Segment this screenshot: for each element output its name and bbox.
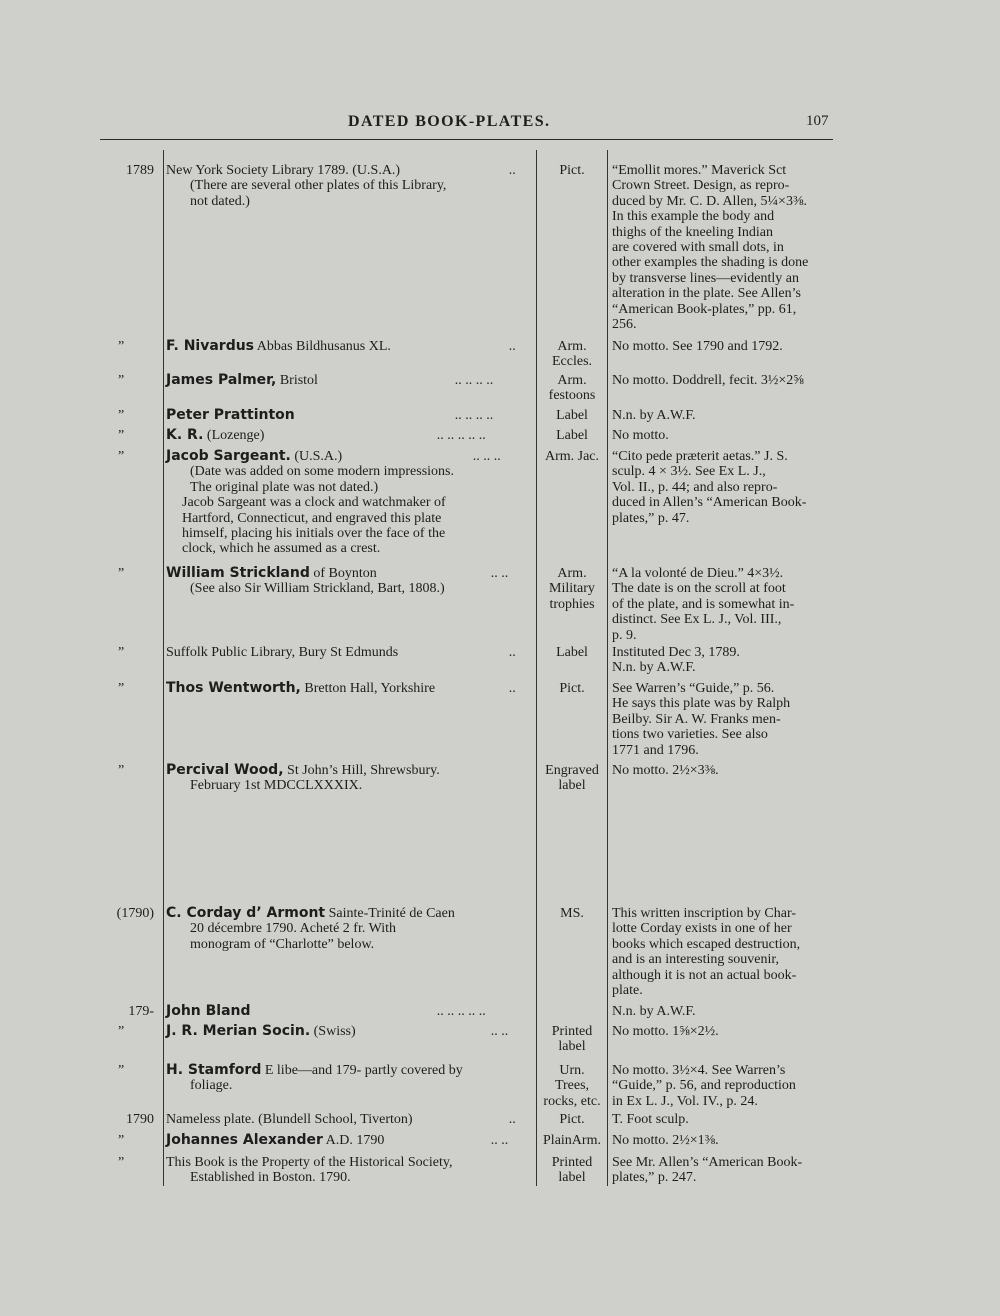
entry-note-line: “Emollit mores.” Maverick Sct [612,163,787,178]
plate-type [538,1133,606,1148]
entry-description-continuation: monogram of “Charlotte” below. [190,936,375,952]
entry-description-continuation: clock, which he assumed as a crest. [182,541,381,557]
entry-year: ” [118,645,125,660]
page-number: 107 [806,113,829,129]
entry-description [166,163,522,209]
plate-type-line: Arm. [557,373,587,388]
entry-year: ” [118,566,125,581]
entry-note-line: and is an interesting souvenir, [612,952,780,968]
plate-type-line: Label [556,428,588,443]
entry-description-line [166,566,522,581]
entry-description [166,339,522,354]
entry-note [612,1024,838,1039]
entry-description-line [166,1155,522,1170]
entry-note-line: No motto. Doddrell, fecit. 3½×2⅝ [612,373,804,388]
entry-detail: St John’s Hill, Shrewsbury. [287,763,440,778]
entry-year: ” [118,1155,125,1170]
owner-name: James Palmer, [166,372,277,388]
plate-type-line: Printed [551,1155,593,1170]
plate-type-line: MS. [560,906,584,921]
entry-note-line: although it is not an actual book- [612,967,797,983]
entry-description [166,763,522,794]
entry-description-line [166,1063,522,1078]
entry-note [612,163,838,332]
entry-note-line: duced by Mr. C. D. Allen, 5¼×3⅜. [612,193,807,209]
entry-description-line [166,339,522,354]
entry-detail: of Boynton [313,566,377,581]
plate-type [538,373,606,404]
plate-type [538,428,606,443]
entry-note-line: distinct. See Ex L. J., Vol. III., [612,612,782,628]
entry-detail: Bristol [279,373,318,388]
leader-dots: .. .. .. .. .. [436,428,486,443]
plate-type-line: Trees, [554,1078,590,1094]
entry-description-continuation: (There are several other plates of this Library, [190,178,447,194]
entry-note-line: This written inscription by Char- [612,906,797,921]
leader-dots: .. [508,163,516,178]
entry-note-line: lotte Corday exists in one of her [612,921,792,937]
owner-name: J. R. Merian Socin. [166,1023,311,1039]
plate-type [538,906,606,921]
entry-note [612,1155,838,1186]
entry-description [166,906,522,952]
entry-description-continuation: Hartford, Connecticut, and engraved this plate [182,510,442,526]
entry-description [166,681,522,696]
entry-description [166,1063,522,1094]
header-rule [100,139,833,140]
entry-note-line: No motto. 1⅝×2½. [612,1024,719,1039]
entry-note [612,373,838,388]
plate-type-line: trophies [549,596,595,612]
leader-dots: .. [508,339,516,354]
entry-description-line [166,1112,522,1127]
leader-dots: .. [508,645,516,660]
entry-detail: Bretton Hall, Yorkshire [304,681,436,696]
running-head: DATED BOOK-PLATES. [348,113,551,130]
plate-type-line: Pict. [559,163,585,178]
entry-note [612,428,838,443]
plate-type [538,566,606,612]
entry-year: ” [118,449,125,464]
entry-description-line [166,906,522,921]
entry-year: ” [118,1024,125,1039]
entry-note [612,681,838,758]
leader-dots: .. .. .. .. [454,408,494,423]
entry-note-line: N.n. by A.W.F. [612,408,696,423]
entry-year: ” [118,681,125,696]
entry-description [166,1133,522,1148]
entry-description-continuation: The original plate was not dated.) [190,479,379,495]
plate-type-line: Engraved [545,763,599,778]
entry-note-line: in Ex L. J., Vol. IV., p. 24. [612,1093,758,1109]
plate-type [538,1155,606,1186]
entry-note-line: No motto. 3½×4. See Warren’s [612,1063,786,1078]
leader-dots: .. .. .. [472,449,501,464]
entry-description-line [166,763,522,778]
entry-note-line: duced in Allen’s “American Book- [612,495,807,511]
entry-year: ” [118,1133,125,1148]
entry-description-continuation: (Date was added on some modern impressions. [190,464,454,480]
entry-detail: Abbas Bildhusanus XL. [256,339,391,354]
entry-note-line: plates,” p. 47. [612,510,690,526]
entry-detail: Nameless plate. (Blundell School, Tiverton) [166,1112,413,1127]
entry-note [612,906,838,998]
owner-name: Jacob Sargeant. [166,448,291,464]
entry-note [612,1112,838,1127]
entry-note-line: N.n. by A.W.F. [612,1004,696,1019]
entry-note-line: thighs of the kneeling Indian [612,224,773,240]
entry-description-continuation: foliage. [190,1078,233,1094]
plate-type [538,1112,606,1127]
plate-type [538,163,606,178]
owner-name: Peter Prattinton [166,407,295,423]
entry-note [612,449,838,526]
plate-type-line: Urn. [559,1063,585,1078]
entry-note-line: T. Foot sculp. [612,1112,689,1127]
entry-note-line: are covered with small dots, in [612,240,784,256]
entry-detail: E libe—and 179- partly covered by [264,1063,463,1078]
entry-year: ” [118,408,125,423]
entry-detail: This Book is the Property of the Historical Society, [166,1155,453,1170]
entry-description-continuation: himself, placing his initials over the face of the [182,526,446,542]
entry-note [612,1133,838,1148]
entry-note-line: by transverse lines—evidently an [612,270,800,286]
entry-detail: Sainte-Trinité de Caen [328,906,455,921]
entry-description-continuation: Established in Boston. 1790. [190,1170,351,1186]
entry-note-line: plates,” p. 247. [612,1170,697,1186]
entry-description [166,1112,522,1127]
owner-name: K. R. [166,427,204,443]
owner-name: H. Stamford [166,1062,262,1078]
entry-note-line: “A la volonté de Dieu.” 4×3½. [612,566,784,581]
plate-type [538,645,606,660]
entry-note-line: sculp. 4 × 3½. See Ex L. J., [612,464,766,480]
plate-type-line: Label [556,645,588,660]
entry-description-continuation: not dated.) [190,193,250,209]
entry-note-line: See Warren’s “Guide,” p. 56. [612,681,775,696]
entry-year: ” [118,1063,125,1078]
entry-description [166,566,522,597]
plate-type-line: Arm. [557,566,587,581]
plate-type-line: label [558,1039,586,1055]
entry-note-line: Beilby. Sir A. W. Franks men- [612,711,781,727]
entry-note-line: No motto. [612,428,669,443]
leader-dots: .. [508,1112,516,1127]
leader-dots: .. [508,681,516,696]
plate-type [538,1024,606,1055]
entry-description-line [166,1133,522,1148]
entry-note [612,408,838,423]
leader-dots: .. .. .. .. [454,373,494,388]
entry-note-line: plate. [612,983,643,999]
entry-description-line [166,449,522,464]
entry-note [612,566,838,643]
entry-detail: New York Society Library 1789. (U.S.A.) [166,163,401,178]
entry-detail: A.D. 1790 [325,1133,385,1148]
entry-note-line: No motto. 2½×3⅜. [612,763,719,778]
plate-type [538,1063,606,1109]
entry-year: 179- [128,1004,154,1019]
owner-name: F. Nivardus [166,338,255,354]
owner-name: Johannes Alexander [166,1132,323,1148]
entry-description [166,1155,522,1186]
plate-type-line: festoons [548,388,596,404]
plate-type-line: PlainArm. [543,1133,601,1148]
entry-year: 1789 [126,163,154,178]
entry-detail: Suffolk Public Library, Bury St Edmunds [166,645,399,660]
plate-type-line: Arm. [557,339,587,354]
entry-note-line: 1771 and 1796. [612,742,699,758]
entry-note-line: tions two varieties. See also [612,727,768,743]
entry-detail: (Swiss) [313,1024,356,1039]
entry-description-line [166,1024,522,1039]
entry-note-line: See Mr. Allen’s “American Book- [612,1155,803,1170]
column-rule-type [607,150,608,1186]
entry-note [612,1004,838,1019]
entry-note-line: other examples the shading is done [612,255,809,271]
entry-note-line: “American Book-plates,” pp. 61, [612,301,797,317]
leader-dots: .. .. [490,1024,509,1039]
entry-description-line [166,645,522,660]
entry-note-line: Instituted Dec 3, 1789. [612,645,740,660]
entry-detail: (U.S.A.) [294,449,343,464]
entry-note-line: Vol. II., p. 44; and also repro- [612,479,778,495]
leader-dots: .. .. [490,1133,509,1148]
entry-year: ” [118,339,125,354]
plate-type-line: Pict. [559,681,585,696]
plate-type-line: rocks, etc. [543,1093,601,1109]
column-rule-description [536,150,537,1186]
leader-dots: .. .. .. .. .. [436,1004,486,1019]
plate-type [538,763,606,794]
plate-type-line: Eccles. [551,354,593,370]
entry-description [166,645,522,660]
entry-note-line: alteration in the plate. See Allen’s [612,286,801,302]
entry-description-continuation: Jacob Sargeant was a clock and watchmaker of [182,495,446,511]
entry-note-line: “Guide,” p. 56, and reproduction [612,1078,796,1094]
plate-type-line: Pict. [559,1112,585,1127]
plate-type-line: label [558,778,586,794]
owner-name: William Strickland [166,565,310,581]
owner-name: Thos Wentworth, [166,680,301,696]
entry-note [612,339,838,354]
entry-description-continuation: 20 décembre 1790. Acheté 2 fr. With [190,921,397,937]
entry-note-line: p. 9. [612,627,637,643]
owner-name: Percival Wood, [166,762,284,778]
owner-name: John Bland [166,1003,251,1019]
entry-note [612,645,838,676]
entry-note-line: of the plate, and is somewhat in- [612,596,795,612]
entry-year: 1790 [126,1112,154,1127]
leader-dots: .. .. [490,566,509,581]
entry-note [612,1063,838,1109]
entry-description-line [166,163,522,178]
entry-detail: (Lozenge) [206,428,265,443]
entry-year: ” [118,373,125,388]
plate-type-line: Printed [551,1024,593,1039]
plate-type [538,449,606,464]
entry-note-line: N.n. by A.W.F. [612,660,696,676]
entry-note-line: He says this plate was by Ralph [612,696,791,712]
entry-year: ” [118,428,125,443]
entry-note-line: “Cito pede præterit aetas.” J. S. [612,449,788,464]
plate-type [538,408,606,423]
entry-note-line: The date is on the scroll at foot [612,581,786,597]
entry-year: ” [118,763,125,778]
plate-type-line: label [558,1170,586,1186]
entry-description-continuation: February 1st MDCCLXXXIX. [190,778,363,794]
plate-type [538,339,606,370]
entry-description-continuation: (See also Sir William Strickland, Bart, 1808.) [190,581,445,597]
entry-description [166,449,522,557]
entry-note-line: 256. [612,317,637,333]
entry-note-line: In this example the body and [612,209,775,225]
plate-type-line: Military [549,581,595,597]
entry-note [612,763,838,778]
column-rule-year [163,150,164,1186]
entry-description [166,1024,522,1039]
entry-note-line: Crown Street. Design, as repro- [612,178,790,194]
entry-description-line [166,681,522,696]
entry-note-line: No motto. 2½×1⅜. [612,1133,719,1148]
entry-note-line: books which escaped destruction, [612,936,801,952]
entry-year: (1790) [116,906,154,921]
plate-type [538,681,606,696]
owner-name: C. Corday d’ Armont [166,905,326,921]
plate-type-line: Arm. Jac. [544,449,600,464]
entry-note-line: No motto. See 1790 and 1792. [612,339,783,354]
plate-type-line: Label [556,408,588,423]
